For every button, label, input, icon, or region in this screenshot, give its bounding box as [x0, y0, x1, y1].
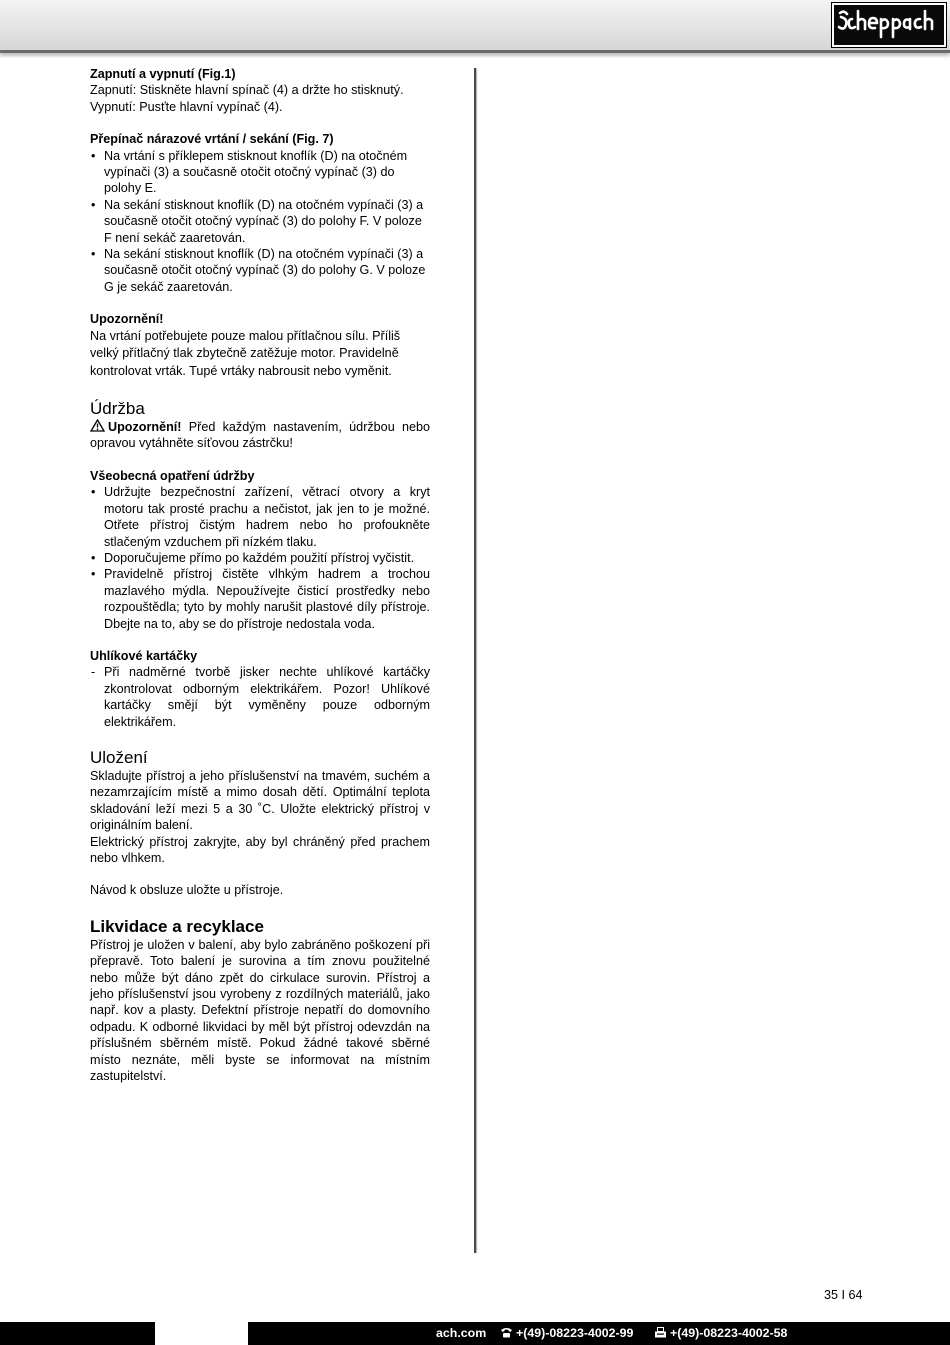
column-divider: [474, 68, 476, 1253]
footer-bar: [0, 1322, 950, 1345]
storage-text-3: Návod k obsluze uložte u přístroje.: [90, 883, 284, 898]
list-item: • Na sekání stisknout knoflík (D) na otočném vypínači (3) a současně otočit otočný vypínač (3) do polohy G. V poloze G je sekáč zaaretován.: [90, 246, 430, 295]
notice-title: Upozornění!: [90, 312, 164, 327]
switch-list: [90, 148, 430, 296]
list-item: - Při nadměrné tvorbě jisker nechte uhlíkové kartáčky zkontrolovat odborným elektrikářem. Pozor! Uhlíkové kartáčky smějí být vyměněny pouze odborným elektrikářem.: [90, 664, 430, 730]
footer-fax-number: +(49)-08223-4002-58: [670, 1326, 788, 1340]
footer-phone: [500, 1325, 633, 1341]
on-off-title: Zapnutí a vypnutí (Fig.1): [90, 67, 236, 81]
fax-icon: [654, 1327, 667, 1338]
general-maintenance-title: Všeobecná opatření údržby: [90, 468, 255, 483]
list-item: • Udržujte bezpečnostní zařízení, větrací otvory a kryt motoru tak prosté prachu a nečistot, jak jen to je možné. Otřete přístroj čistým hadrem nebo ho profoukněte stlačeným vzduchem při nízkém tlaku.: [90, 484, 430, 550]
storage-text-2: Elektrický přístroj zakryjte, aby byl chráněný před prachem nebo vlhkem.: [90, 834, 430, 866]
switch-title: Přepínač nárazové vrtání / sekání (Fig. 7): [90, 132, 334, 147]
on-off-line-2: Vypnutí: Pusťte hlavní vypínač (4).: [90, 99, 283, 114]
main-column: [90, 66, 430, 1084]
page-number: 35 I 64: [824, 1288, 863, 1302]
warning-text: Před každým nastavením, údržbou nebo opravou vytáhněte síťovou zástrčku!: [90, 420, 430, 451]
brushes-list: [90, 664, 430, 730]
brand-logo-mark: [834, 5, 944, 45]
footer-phone-number: +(49)-08223-4002-99: [516, 1326, 634, 1340]
storage-heading: Uložení: [90, 747, 148, 767]
warning-label: Upozornění!: [108, 420, 182, 435]
phone-icon: [500, 1327, 513, 1338]
maintenance-warning: [90, 419, 430, 452]
storage-text-1: Skladujte přístroj a jeho příslušenství na tmavém, suchém a nezamrzajícím místě a mimo dosah dětí. Optimální teplota skladování leží mezi 5 a 30 ˚C. Uložte elektrický přístroj v originálním balení.: [90, 768, 430, 833]
header-band: [0, 0, 950, 53]
notice-text: Na vrtání potřebujete pouze malou přítlačnou sílu. Příliš velký přítlačný tlak zbytečně zatěžuje motor. Pravidelně kontrolovat vrták. Tupé vrtáky nabrousit nebo vyměnit.: [90, 328, 401, 379]
brushes-title: Uhlíkové kartáčky: [90, 648, 198, 663]
maintenance-heading: Údržba: [90, 399, 145, 419]
disposal-text: Přístroj je uložen v balení, aby bylo zabráněno poškození při přepravě. Toto balení je surovina a tím znovu použitelné nebo může být dáno zpět do cirkulace surovin. Přístroj a jeho příslušenství jsou vyrobeny z rozdílných materiálů, jako např. kov a plasty. Defektní přístroje nepatří do domovního odpadu. K odborné likvidaci by měl být přístroj odevzdán na příslušném sběrném místě. Pokud žádné takové sběrné místo neznáte, měli byste se informovat na místním zastupitelství.: [90, 937, 430, 1084]
brand-logo: [832, 3, 946, 47]
warning-icon: [90, 419, 105, 432]
footer-website[interactable]: ach.com: [436, 1326, 487, 1340]
footer-block: [155, 1322, 248, 1345]
footer-fax: [654, 1325, 787, 1341]
disposal-heading: Likvidace a recyklace: [90, 916, 264, 936]
list-item: • Pravidelně přístroj čistěte vlhkým hadrem a trochou mazlavého mýdla. Nepoužívejte čisticí prostředky nebo rozpouštědla; tyto by mohly narušit plastové díly přístroje. Dbejte na to, aby se do přístroje nedostala voda.: [90, 566, 430, 632]
list-item: • Doporučujeme přímo po každém použití přístroj vyčistit.: [90, 550, 430, 566]
maintenance-list: [90, 484, 430, 632]
list-item: • Na vrtání s příklepem stisknout knoflík (D) na otočném vypínači (3) a současně otočit otočný vypínač (3) do polohy E.: [90, 148, 430, 197]
list-item: • Na sekání stisknout knoflík (D) na otočném vypínači (3) a současně otočit otočný vypínač (3) do polohy F. V poloze F není sekáč zaaretován.: [90, 197, 430, 246]
on-off-line-1: Zapnutí: Stiskněte hlavní spínač (4) a držte ho stisknutý.: [90, 83, 404, 98]
